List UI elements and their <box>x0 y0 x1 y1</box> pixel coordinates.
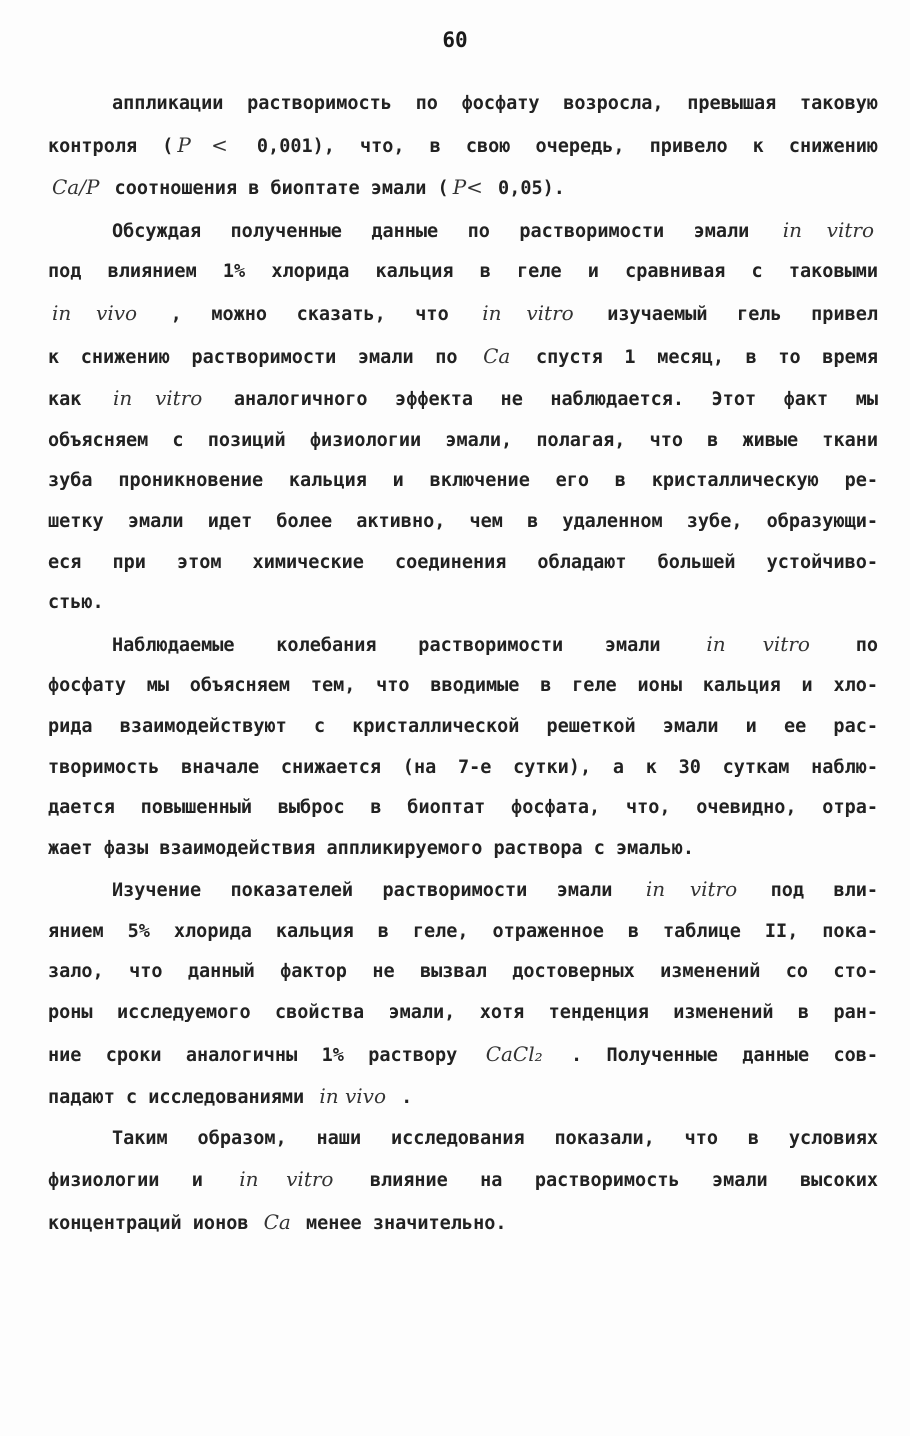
paragraph <box>48 1119 878 1245</box>
handwritten-insert: P < <box>177 132 228 157</box>
paragraph <box>48 869 878 1119</box>
text-line <box>48 543 878 584</box>
handwritten-insert: Ca <box>263 1210 291 1235</box>
text-line <box>48 1034 878 1077</box>
typed-text: физиологии и <box>48 1170 236 1192</box>
handwritten-insert: in vivo <box>319 1084 386 1109</box>
paragraph <box>48 210 878 624</box>
text-line <box>48 1076 878 1119</box>
handwritten-insert: CaCl₂ <box>485 1041 543 1066</box>
typed-text: Изучение показателей растворимости эмали <box>112 880 642 902</box>
typed-text: изучаемый гель привел <box>577 303 879 325</box>
typed-text: шетку эмали идет более активно, чем в удаленном зубе, образующи- <box>48 510 878 532</box>
handwritten-insert: in vitro <box>239 1167 334 1192</box>
typed-text: роны исследуемого свойства эмали, хотя тенденция изменений в ран- <box>48 1002 878 1024</box>
text-line <box>48 952 878 993</box>
typed-text: спустя 1 месяц, в то время <box>514 346 878 368</box>
handwritten-insert: in vitro <box>706 631 810 656</box>
typed-text: , можно сказать, что <box>141 303 479 325</box>
text-line <box>48 125 878 168</box>
paragraph <box>48 84 878 210</box>
typed-text: еся при этом химические соединения обладают большей устойчиво- <box>48 551 878 573</box>
text-line <box>48 1159 878 1202</box>
typed-text: рида взаимодействуют с кристаллической решеткой эмали и ее рас- <box>48 715 878 737</box>
text-line <box>48 293 878 336</box>
text-line <box>48 912 878 953</box>
paragraph <box>48 624 878 870</box>
typed-text: 0,05). <box>486 178 565 200</box>
handwritten-insert: in vitro <box>112 386 203 411</box>
handwritten-insert: Ca <box>483 343 511 368</box>
typed-text: контроля ( <box>48 135 174 157</box>
typed-text: Наблюдаемые колебания растворимости эмали <box>112 634 703 656</box>
typed-text: зало, что данный фактор не вызвал достоверных изменений со сто- <box>48 961 878 983</box>
typed-text: падают с исследованиями <box>48 1087 316 1109</box>
handwritten-insert: in vitro <box>482 300 574 325</box>
text-line <box>48 829 878 870</box>
text-line <box>48 666 878 707</box>
text-line <box>48 788 878 829</box>
handwritten-insert: P< <box>452 175 483 200</box>
text-line <box>48 583 878 624</box>
typed-text: под влиянием 1% хлорида кальция в геле и сравнивая с таковыми <box>48 261 878 283</box>
text-line <box>48 336 878 379</box>
text-line <box>48 461 878 502</box>
typed-text: янием 5% хлорида кальция в геле, отраженное в таблице II, пока- <box>48 920 878 942</box>
typed-text: . <box>389 1087 413 1109</box>
typed-text: . Полученные данные сов- <box>546 1044 878 1066</box>
typed-text: влияние на растворимость эмали высоких <box>337 1170 879 1192</box>
typed-text: ние сроки аналогичны 1% раствору <box>48 1044 482 1066</box>
text-line <box>48 1119 878 1160</box>
typed-text: под вли- <box>741 880 879 902</box>
typed-text: дается повышенный выброс в биоптат фосфата, что, очевидно, отра- <box>48 797 878 819</box>
handwritten-insert: in vivo <box>52 300 138 325</box>
typed-text: Таким образом, наши исследования показали, что в условиях <box>112 1127 878 1149</box>
text-line <box>48 502 878 543</box>
text-line <box>48 993 878 1034</box>
typed-text: как <box>48 389 109 411</box>
document-body <box>48 84 878 1245</box>
text-line <box>48 252 878 293</box>
handwritten-insert: in vitro <box>645 877 738 902</box>
typed-text: объясняем с позиций физиологии эмали, полагая, что в живые ткани <box>48 429 878 451</box>
text-line <box>48 748 878 789</box>
typed-text: Обсуждая полученные данные по растворимости эмали <box>112 220 779 242</box>
typed-text: аппликации растворимость по фосфату возросла, превышая таковую <box>112 93 878 114</box>
typed-text: соотношения в биоптате эмали ( <box>103 178 449 200</box>
text-line <box>48 210 878 253</box>
text-line <box>48 378 878 421</box>
text-line <box>48 167 878 210</box>
text-line <box>48 869 878 912</box>
typed-text: по <box>813 634 879 656</box>
text-line <box>48 624 878 667</box>
typed-text: зуба проникновение кальция и включение его в кристаллическую ре- <box>48 470 878 492</box>
typed-text: аналогичного эффекта не наблюдается. Этот факт мы <box>206 389 878 411</box>
typed-text: к снижению растворимости эмали по <box>48 346 480 368</box>
handwritten-insert: Ca/P <box>52 175 100 200</box>
typed-text: стью. <box>48 592 104 614</box>
text-line <box>48 421 878 462</box>
text-line <box>48 707 878 748</box>
typed-text: фосфату мы объясняем тем, что вводимые в геле ионы кальция и хло- <box>48 675 878 697</box>
typed-text: 0,001), что, в свою очередь, привело к снижению <box>231 135 878 157</box>
typed-text: менее значительно. <box>294 1213 507 1235</box>
typed-text: жает фазы взаимодействия аппликируемого раствора с эмалью. <box>48 837 695 859</box>
typed-text: концентраций ионов <box>48 1213 260 1235</box>
text-line <box>48 1202 878 1245</box>
page-number: 60 <box>442 28 468 52</box>
typed-text: творимость вначале снижается (на 7-е сутки), а к 30 суткам наблю- <box>48 756 878 778</box>
text-line <box>48 84 878 125</box>
handwritten-insert: in vitro <box>782 217 874 242</box>
